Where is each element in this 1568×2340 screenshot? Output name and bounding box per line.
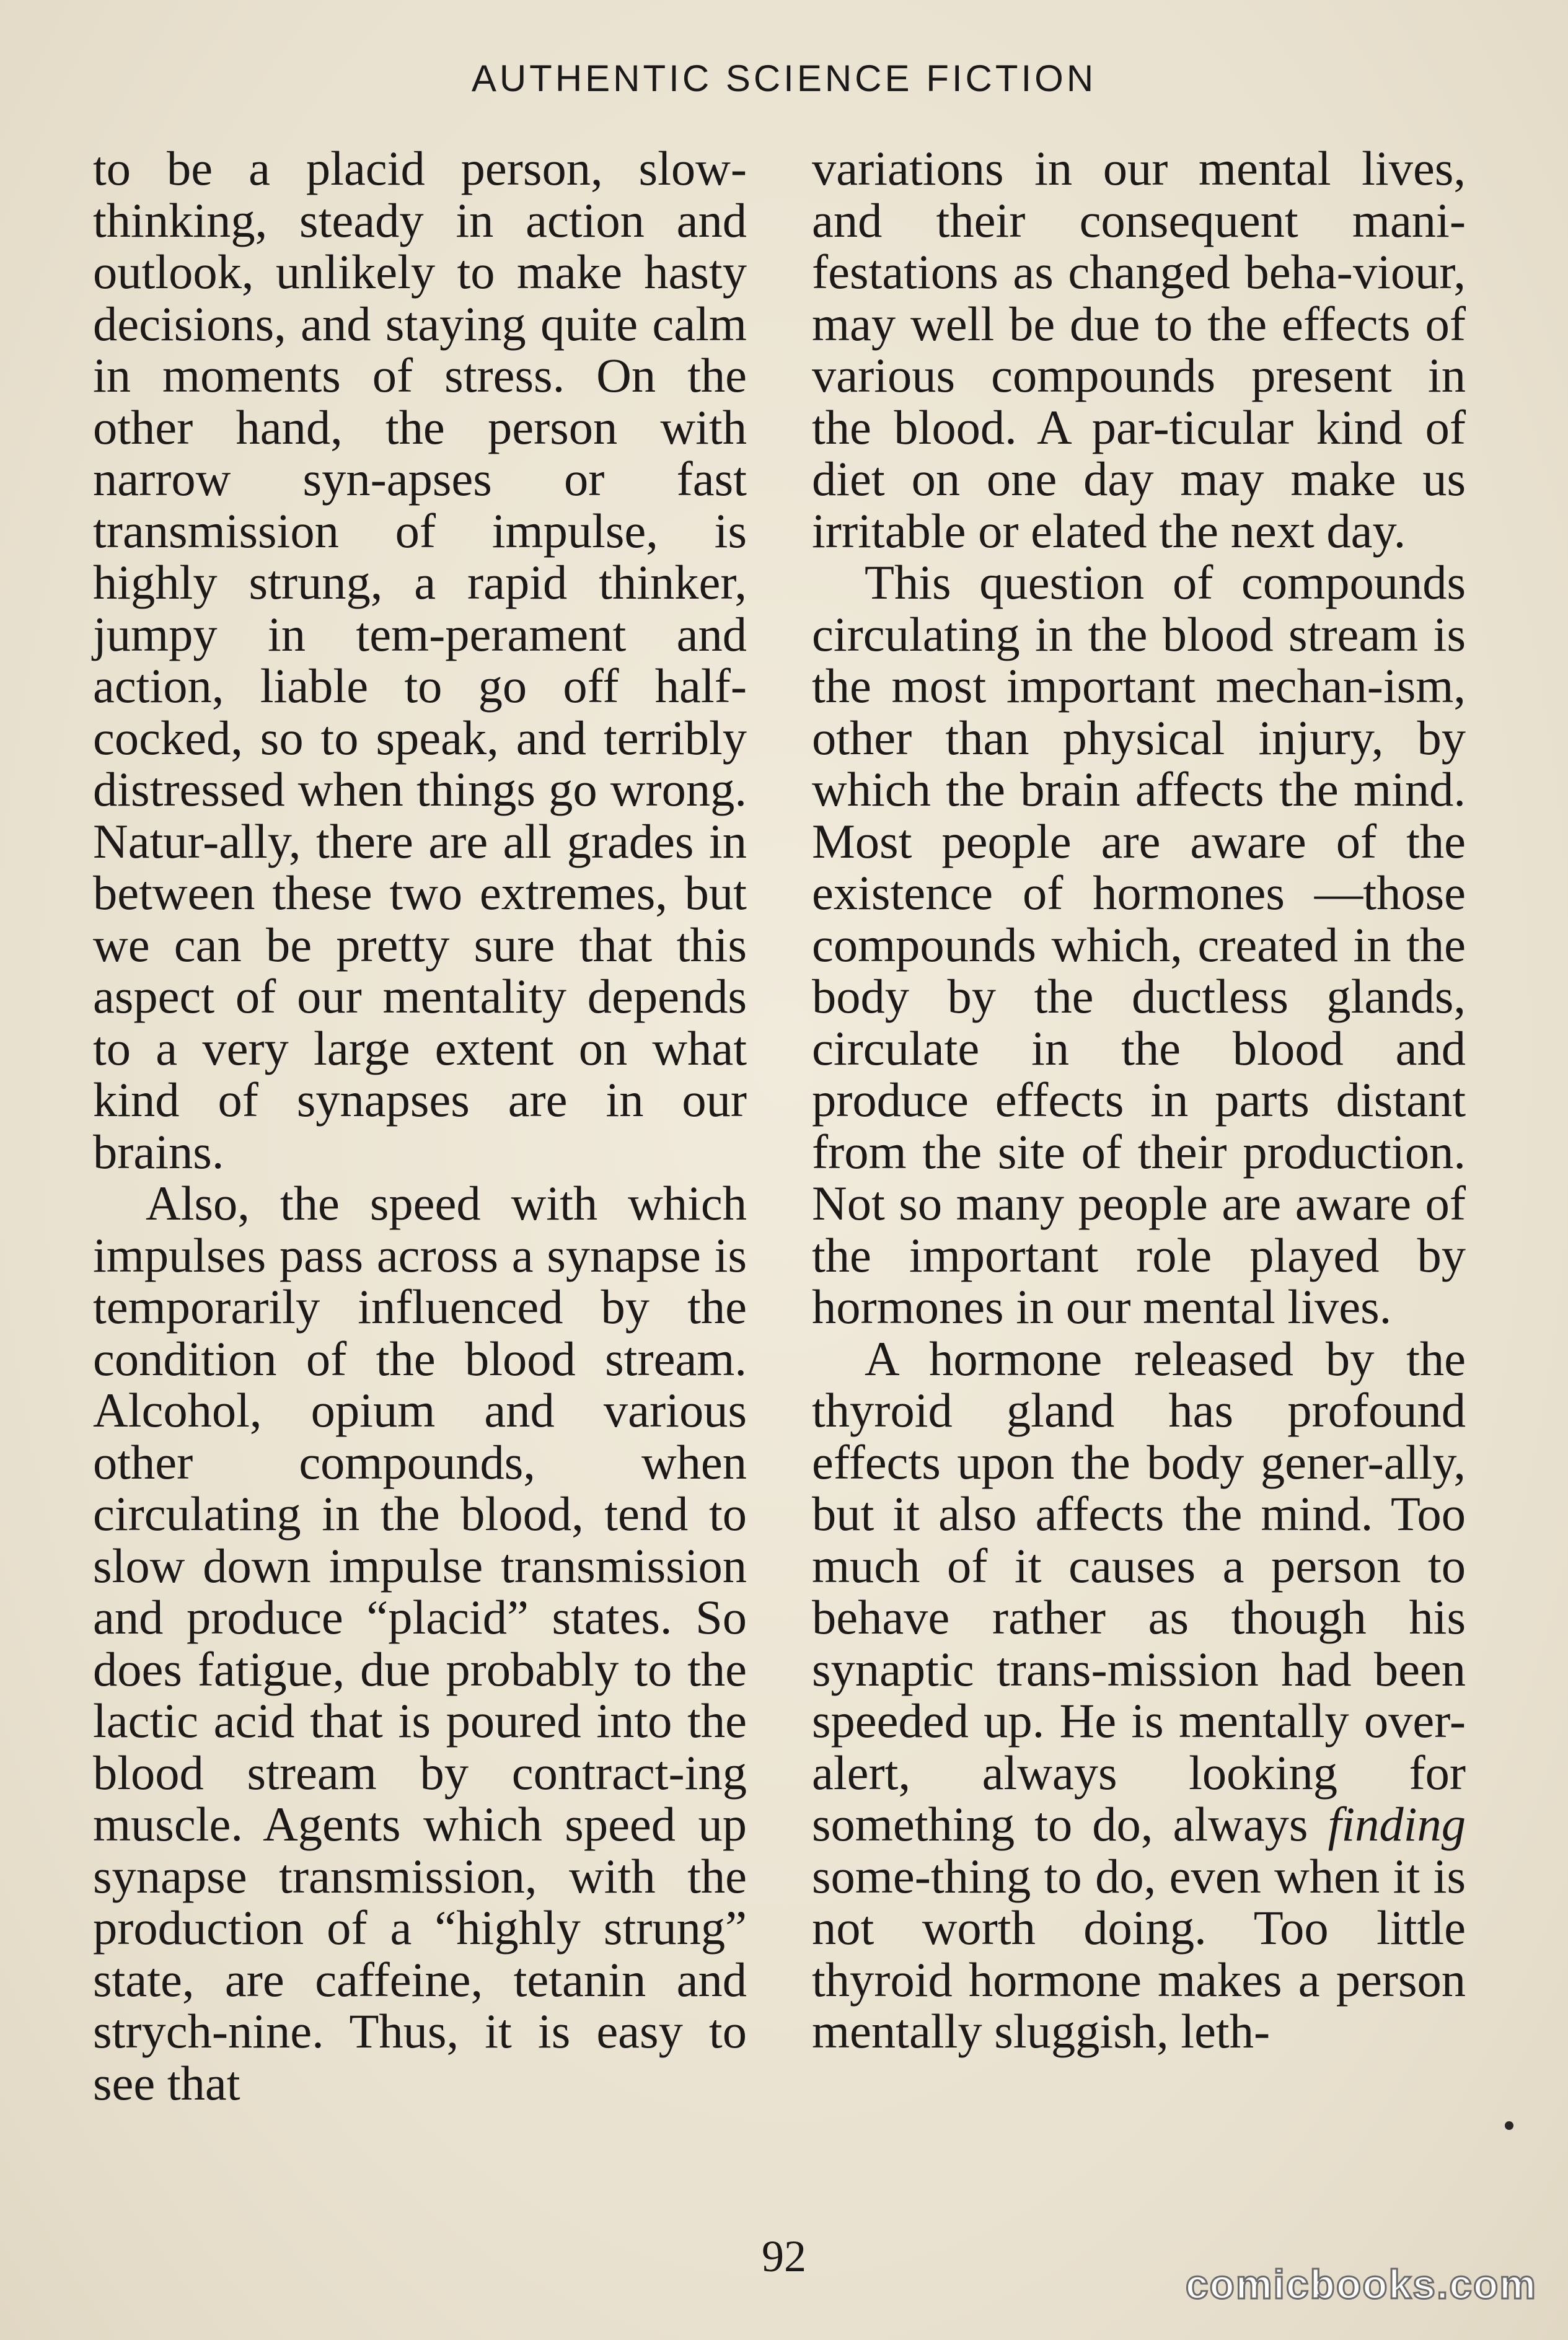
right-column bbox=[812, 143, 1466, 2057]
left-paragraph-1: to be a placid person, slow-thinking, steady in action and outlook, unlikely to make hasty decisions, and staying quite calm in moments of stress. On the other hand, the person with narrow syn-apses or fast transmission of impulse, is highly strung, a rapid thinker, jumpy in tem-perament and action, liable to go off half-cocked, so to speak, and terribly distressed when things go wrong. Natur-ally, there are all grades in between these two extremes, but we can be pretty sure that this aspect of our mentality depends to a very large extent on what kind of synapses are in our brains. bbox=[93, 141, 747, 1179]
right-paragraph-3 bbox=[812, 1333, 1466, 2057]
running-title: AUTHENTIC SCIENCE FICTION bbox=[471, 58, 1097, 99]
site-watermark: comicbooks.com bbox=[1185, 2261, 1537, 2307]
paragraph-text-segment: A hormone released by the thyroid gland has profound effects upon the body gener-ally, but it also affects the mind. Too much of it causes a person to behave rather as though his synaptic trans-mission had been speeded up. He is mentally over-alert, always looking for something to do, always bbox=[812, 1331, 1466, 1851]
left-paragraph-2: Also, the speed with which impulses pass across a synapse is temporarily influenced by the condition of the blood stream. Alcohol, opium and various other compounds, when circulating in the blood, tend to slow down impulse transmission and produce “placid” states. So does fatigue, due probably to the lactic acid that is poured into the blood stream by contract-ing muscle. Agents which speed up synapse transmission, with the production of a “highly strung” state, are caffeine, tetanin and strych-nine. Thus, it is easy to see that bbox=[93, 1176, 747, 2110]
right-paragraph-1: variations in our mental lives, and their consequent mani-festations as changed beha-viour, may well be due to the effects of various compounds present in the blood. A par-ticular kind of diet on one day may make us irritable or elated the next day. bbox=[812, 141, 1466, 558]
ink-speck bbox=[1505, 2121, 1513, 2130]
page-number: 92 bbox=[762, 2232, 806, 2281]
right-paragraph-2: This question of compounds circulating in the blood stream is the most important mechan-ism, other than physical injury, by which the brain affects the mind. Most people are aware of the existence of hormones —those compounds which, created in the body by the ductless glands, circulate in the blood and produce effects in parts distant from the site of their production. Not so many people are aware of the important role played by hormones in our mental lives. bbox=[812, 555, 1466, 1334]
paragraph-text-segment: some-thing to do, even when it is not worth doing. Too little thyroid hormone makes a person mentally sluggish, leth- bbox=[812, 1849, 1466, 2058]
italic-emphasis: finding bbox=[1328, 1797, 1466, 1851]
left-column bbox=[93, 143, 747, 2109]
